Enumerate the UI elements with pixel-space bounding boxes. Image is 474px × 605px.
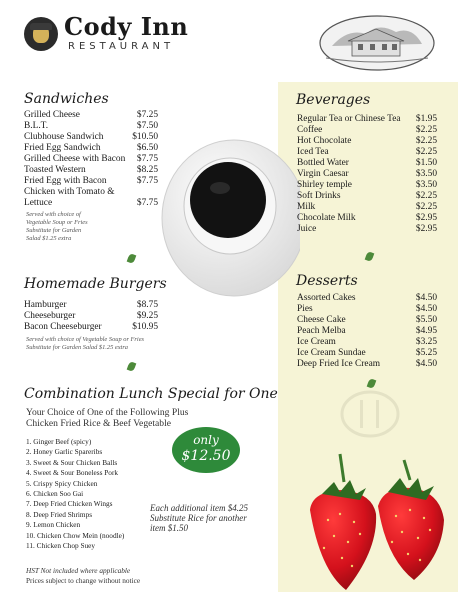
menu-item: Cheese Cake $5.50 bbox=[297, 315, 437, 325]
menu-item: Grilled Cheese $7.25 bbox=[24, 110, 158, 120]
list-item: 11. Chicken Chop Suey bbox=[26, 541, 96, 551]
menu-item: Pies $4.50 bbox=[297, 304, 437, 314]
inn-sketch-image bbox=[318, 14, 436, 72]
menu-item: Cheeseburger $9.25 bbox=[24, 311, 158, 321]
leaf-icon bbox=[127, 361, 137, 372]
burgers-note: Served with choice of Vegetable Soup or Fries Substitute for Garden Salad $1.25 extra bbox=[26, 336, 145, 351]
menu-item: Bacon Cheeseburger $10.95 bbox=[24, 322, 158, 332]
menu-item: Toasted Western $8.25 bbox=[24, 165, 158, 175]
desserts-list bbox=[297, 293, 437, 370]
menu-item: Peach Melba $4.95 bbox=[297, 326, 437, 336]
menu-item: Fried Egg with Bacon $7.75 bbox=[24, 176, 158, 186]
badge-only-label: only bbox=[193, 433, 219, 447]
menu-item: Clubhouse Sandwich $10.50 bbox=[24, 132, 158, 142]
beverages-title: Beverages bbox=[296, 92, 371, 108]
strawberries-image bbox=[300, 430, 465, 595]
desserts-title: Desserts bbox=[296, 273, 358, 289]
cowboy-logo-icon bbox=[24, 17, 58, 51]
menu-item: Coffee $2.25 bbox=[297, 125, 437, 135]
list-item: 3. Sweet & Sour Chicken Balls bbox=[26, 457, 118, 467]
menu-item: Milk $2.25 bbox=[297, 202, 437, 212]
list-item: 7. Deep Fried Chicken Wings bbox=[26, 499, 113, 509]
additional-item-note: Each additional item $4.25 Substitute Rice for another item $1.50 bbox=[150, 503, 248, 533]
list-item: 6. Chicken Soo Gai bbox=[26, 489, 84, 499]
sandwiches-list bbox=[24, 110, 158, 209]
menu-item: Assorted Cakes $4.50 bbox=[297, 293, 437, 303]
beverages-list bbox=[297, 114, 437, 235]
menu-item: Lettuce $7.75 bbox=[24, 198, 158, 208]
menu-item: Iced Tea $2.25 bbox=[297, 147, 437, 157]
list-item: 1. Ginger Beef (spicy) bbox=[26, 437, 92, 446]
hst-note: HST Not included where applicable bbox=[26, 566, 131, 575]
list-item: 8. Deep Fried Shrimps bbox=[26, 509, 93, 519]
list-item: 10. Chicken Chow Mein (noodle) bbox=[26, 530, 125, 540]
combo-title: Combination Lunch Special for One bbox=[24, 386, 278, 402]
combo-price-badge bbox=[172, 427, 240, 473]
burgers-title: Homemade Burgers bbox=[24, 276, 167, 292]
menu-item: Hot Chocolate $2.25 bbox=[297, 136, 437, 146]
menu-item: Juice $2.95 bbox=[297, 224, 437, 234]
menu-item: Soft Drinks $2.25 bbox=[297, 191, 437, 201]
menu-item: Virgin Caesar $3.50 bbox=[297, 169, 437, 179]
menu-item: Bottled Water $1.50 bbox=[297, 158, 437, 168]
restaurant-subtitle: RESTAURANT bbox=[68, 41, 175, 52]
list-item: 9. Lemon Chicken bbox=[26, 520, 81, 530]
logo-hat bbox=[30, 23, 52, 30]
sandwiches-note: Served with choice of Vegetable Soup or Fries Substitute for Garden Salad $1.25 extra bbox=[26, 211, 88, 242]
list-item: 4. Sweet & Sour Boneless Pork bbox=[26, 468, 119, 478]
menu-item: Deep Fried Ice Cream $4.50 bbox=[297, 359, 437, 369]
restaurant-name: Cody Inn bbox=[64, 12, 189, 41]
burgers-list bbox=[24, 300, 158, 333]
list-item: 5. Crispy Spicy Chicken bbox=[26, 478, 98, 488]
badge-price: $12.50 bbox=[181, 448, 231, 464]
menu-item: Fried Egg Sandwich $6.50 bbox=[24, 143, 158, 153]
prices-note: Prices subject to change without notice bbox=[26, 576, 141, 585]
menu-item: B.L.T. $7.50 bbox=[24, 121, 158, 131]
menu-item: Grilled Cheese with Bacon $7.75 bbox=[24, 154, 158, 164]
menu-item: Ice Cream $3.25 bbox=[297, 337, 437, 347]
sandwiches-title: Sandwiches bbox=[24, 91, 109, 107]
leaf-icon bbox=[127, 253, 137, 264]
list-item: 2. Honey Garlic Spareribs bbox=[26, 447, 103, 457]
combo-list bbox=[26, 437, 124, 551]
menu-item: Ice Cream Sundae $5.25 bbox=[297, 348, 437, 358]
menu-item: Shirley temple $3.50 bbox=[297, 180, 437, 190]
coffee-cup-image bbox=[150, 128, 300, 298]
menu-item: Hamburger $8.75 bbox=[24, 300, 158, 310]
menu-item: Regular Tea or Chinese Tea $1.95 bbox=[297, 114, 437, 124]
menu-item: Chocolate Milk $2.95 bbox=[297, 213, 437, 223]
menu-item: Chicken with Tomato & bbox=[24, 187, 115, 197]
combo-intro: Your Choice of One of the Following Plus Chicken Fried Rice & Beef Vegetable bbox=[26, 407, 189, 429]
